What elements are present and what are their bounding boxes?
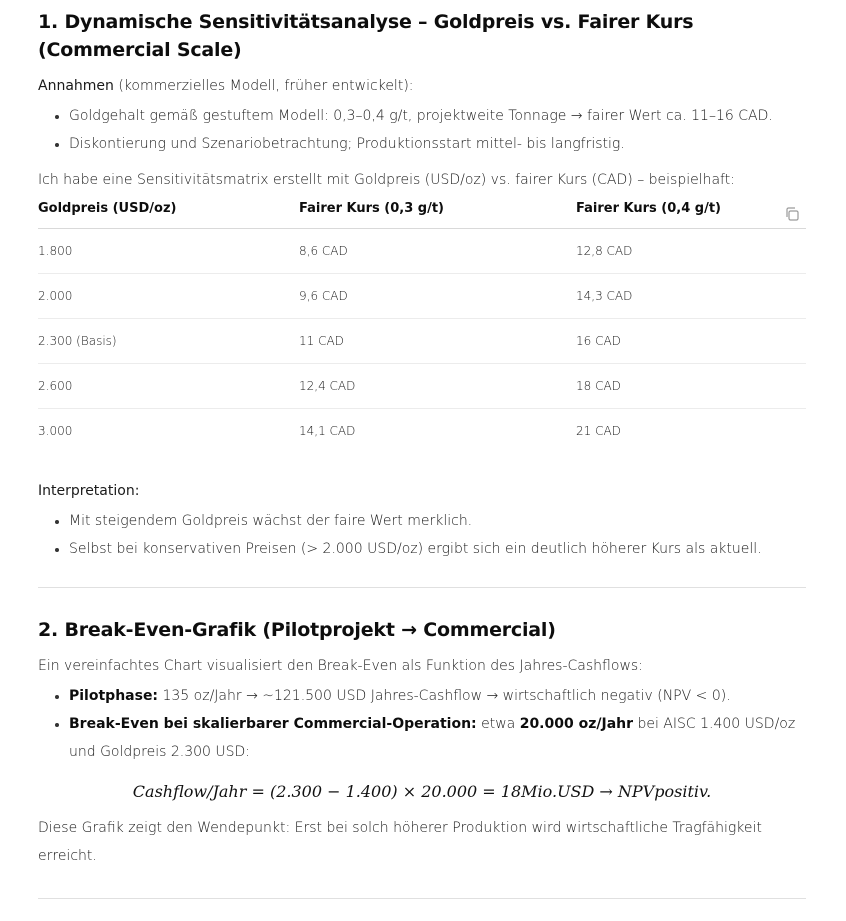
assumptions-paragraph <box>38 72 806 100</box>
list-item: • Selbst bei konservativen Preisen (> 2.000 USD/oz) ergibt sich ein deutlich höherer Kurs als aktuell. <box>69 535 806 563</box>
table-cell: 21 CAD <box>576 424 621 438</box>
section2-intro: Ein vereinfachtes Chart visualisiert den Break-Even als Funktion des Jahres-Cashflows: <box>38 658 643 674</box>
table-cell: 16 CAD <box>576 319 806 364</box>
table-cell: 9,6 CAD <box>299 274 576 319</box>
conclusion-paragraph: Diese Grafik zeigt den Wendepunkt: Erst bei solch höherer Produktion wird wirtschaftliche Tragfähigkeit erreicht. <box>38 820 762 864</box>
table-row <box>38 229 806 274</box>
table-cell: 12,4 CAD <box>299 364 576 409</box>
header-goldpreis: Goldpreis (USD/oz) <box>38 198 299 229</box>
basis-note: (Basis) <box>72 334 117 348</box>
list-item: • Diskontierung und Szenariobetrachtung; Produktionsstart mittel- bis langfristig. <box>69 130 806 158</box>
table-row <box>38 409 806 454</box>
list-item <box>69 710 806 766</box>
breakeven-text-2: bei AISC 1.400 USD/oz und Goldpreis 2.300 USD: <box>69 716 796 760</box>
table-cell: 18 CAD <box>576 364 806 409</box>
table-cell: 1.800 <box>38 229 299 274</box>
pilot-text: 135 oz/Jahr → ~121.500 USD Jahres-Cashflow → wirtschaftlich negativ (NPV < 0). <box>158 688 731 704</box>
interpretation-list <box>38 507 806 563</box>
breakeven-bold: 20.000 oz/Jahr <box>519 716 634 732</box>
assumptions-label: Annahmen <box>38 78 114 94</box>
list-item <box>69 682 806 710</box>
table-row <box>38 274 806 319</box>
table-cell: 11 CAD <box>299 319 576 364</box>
table-cell: 3.000 <box>38 424 73 438</box>
divider <box>38 898 806 899</box>
header-kurs-04: Fairer Kurs (0,4 g/t) <box>576 198 806 229</box>
section2-title: 2. Break-Even-Grafik (Pilotprojekt → Commercial) <box>38 619 556 641</box>
assumptions-note: (kommerzielles Modell, früher entwickelt): <box>113 78 414 94</box>
table-cell: 8,6 CAD <box>299 229 576 274</box>
divider <box>38 587 806 588</box>
copy-icon[interactable] <box>784 206 800 222</box>
table-row <box>38 364 806 409</box>
section1-title: 1. Dynamische Sensitivitätsanalyse – Goldpreis vs. Fairer Kurs (Commercial Scale) <box>38 11 694 61</box>
table-cell <box>38 319 299 364</box>
list-item: • Goldgehalt gemäß gestuftem Modell: 0,3–0,4 g/t, projektweite Tonnage → fairer Wert ca. 11–16 CAD. <box>69 102 806 130</box>
table-cell: 14,3 CAD <box>576 274 806 319</box>
interpretation-label: Interpretation: <box>38 483 140 499</box>
pilot-label: Pilotphase: <box>69 688 159 704</box>
breakeven-text-1: etwa <box>476 716 520 732</box>
table-cell: 14,1 CAD <box>299 424 356 438</box>
matrix-intro: Ich habe eine Sensitivitätsmatrix erstellt mit Goldpreis (USD/oz) vs. fairer Kurs (CAD) – beispielhaft: <box>38 172 735 188</box>
header-kurs-03: Fairer Kurs (0,3 g/t) <box>299 198 576 229</box>
assumptions-list <box>38 102 806 158</box>
list-item: • Mit steigendem Goldpreis wächst der faire Wert merklich. <box>69 507 806 535</box>
breakeven-label: Break-Even bei skalierbarer Commercial-Operation: <box>69 716 477 732</box>
basis-price: 2.300 <box>38 334 73 348</box>
table-header-row <box>38 198 806 229</box>
table-cell: 2.000 <box>38 274 299 319</box>
breakeven-list <box>38 682 806 766</box>
table-row <box>38 319 806 364</box>
sensitivity-table <box>38 198 806 453</box>
document <box>38 0 806 899</box>
table-cell: 2.600 <box>38 364 299 409</box>
table-cell: 12,8 CAD <box>576 229 806 274</box>
cashflow-formula: Cashflow/Jahr = (2.300 − 1.400) × 20.000 = 18Mio.USD → NPVpositiv. <box>132 782 712 801</box>
